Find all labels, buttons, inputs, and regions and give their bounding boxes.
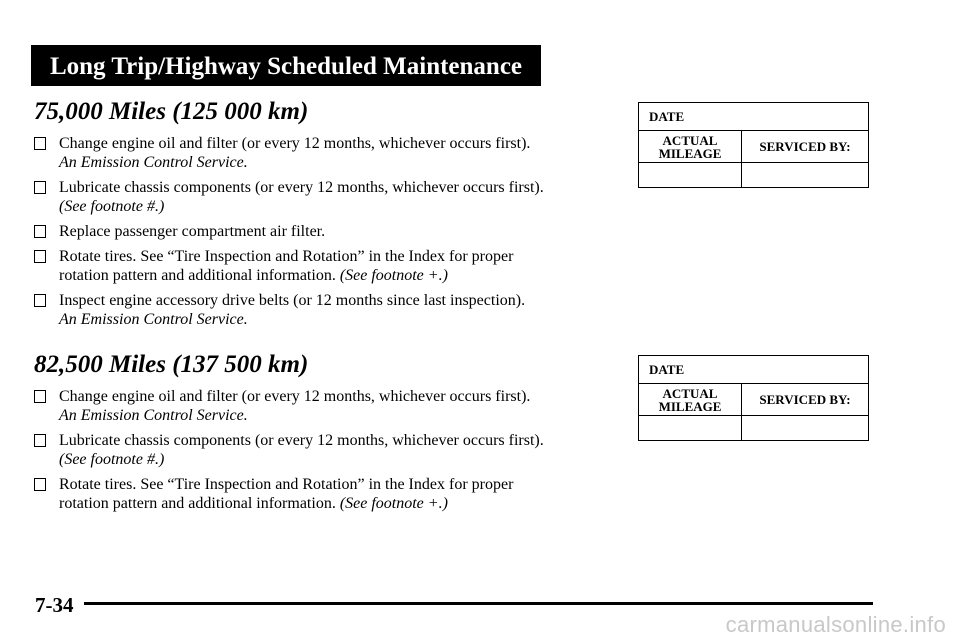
item-text: Rotate tires. See “Tire Inspection and Rotation” in the Index for proper [59,248,514,265]
actual-mileage-header [639,384,742,416]
item-text: Rotate tires. See “Tire Inspection and Rotation” in the Index for proper [59,476,514,493]
footer-rule [84,602,873,605]
item-text: Replace passenger compartment air filter. [59,223,326,240]
checklist [34,387,614,513]
service-record-table [638,102,869,188]
item-note: (See footnote #.) [59,451,165,468]
checklist-item [34,475,614,513]
item-text: Lubricate chassis components (or every 12 months, whichever occurs first). [59,179,544,196]
item-text: Change engine oil and filter (or every 12 months, whichever occurs first). [59,388,531,405]
checkbox-icon[interactable] [34,390,46,403]
checkbox-icon[interactable] [34,225,46,238]
serviced-by-header: SERVICED BY: [742,384,869,416]
section-title: 75,000 Miles (125 000 km) [34,98,309,125]
checklist-item [34,431,614,469]
checkbox-icon[interactable] [34,434,46,447]
item-text-continued [59,494,614,513]
checklist-item [34,387,614,425]
item-note: An Emission Control Service. [59,311,248,328]
mileage-label-line2: MILEAGE [658,398,722,414]
item-footnote: (See footnote +.) [339,267,448,284]
date-cell[interactable]: DATE [639,356,869,384]
section-title: 82,500 Miles (137 500 km) [34,351,309,378]
actual-mileage-header [639,131,742,163]
checkbox-icon[interactable] [34,250,46,263]
checklist-item [34,247,614,285]
serviced-by-header: SERVICED BY: [742,131,869,163]
item-note: An Emission Control Service. [59,154,248,171]
serviced-by-entry-cell[interactable] [742,163,869,188]
mileage-label-line1: ACTUAL [662,385,718,401]
service-record-table [638,355,869,441]
checkbox-icon[interactable] [34,181,46,194]
item-text: Inspect engine accessory drive belts (or 12 months since last inspection). [59,292,526,309]
section-82500-miles [34,350,614,519]
checkbox-icon[interactable] [34,294,46,307]
watermark: carmanualsonline.info [725,612,946,637]
date-cell[interactable]: DATE [639,103,869,131]
section-75000-miles [34,97,614,335]
checklist-item [34,291,614,329]
mileage-entry-cell[interactable] [639,163,742,188]
checklist-item [34,222,614,241]
item-text: Change engine oil and filter (or every 12 months, whichever occurs first). [59,135,531,152]
checklist-item [34,134,614,172]
item-text: Lubricate chassis components (or every 12 months, whichever occurs first). [59,432,544,449]
checkbox-icon[interactable] [34,478,46,491]
item-note: An Emission Control Service. [59,407,248,424]
mileage-label-line1: ACTUAL [662,132,718,148]
item-note: (See footnote #.) [59,198,165,215]
item-text-part: rotation pattern and additional information. [59,495,336,512]
item-footnote: (See footnote +.) [339,495,448,512]
checklist-item [34,178,614,216]
serviced-by-entry-cell[interactable] [742,416,869,441]
page-number: 7-34 [35,593,74,617]
item-text-part: rotation pattern and additional information. [59,267,336,284]
mileage-label-line2: MILEAGE [658,145,722,161]
checkbox-icon[interactable] [34,137,46,150]
checklist [34,134,614,329]
item-text-continued [59,266,614,285]
page-header-banner: Long Trip/Highway Scheduled Maintenance [31,45,541,86]
mileage-entry-cell[interactable] [639,416,742,441]
